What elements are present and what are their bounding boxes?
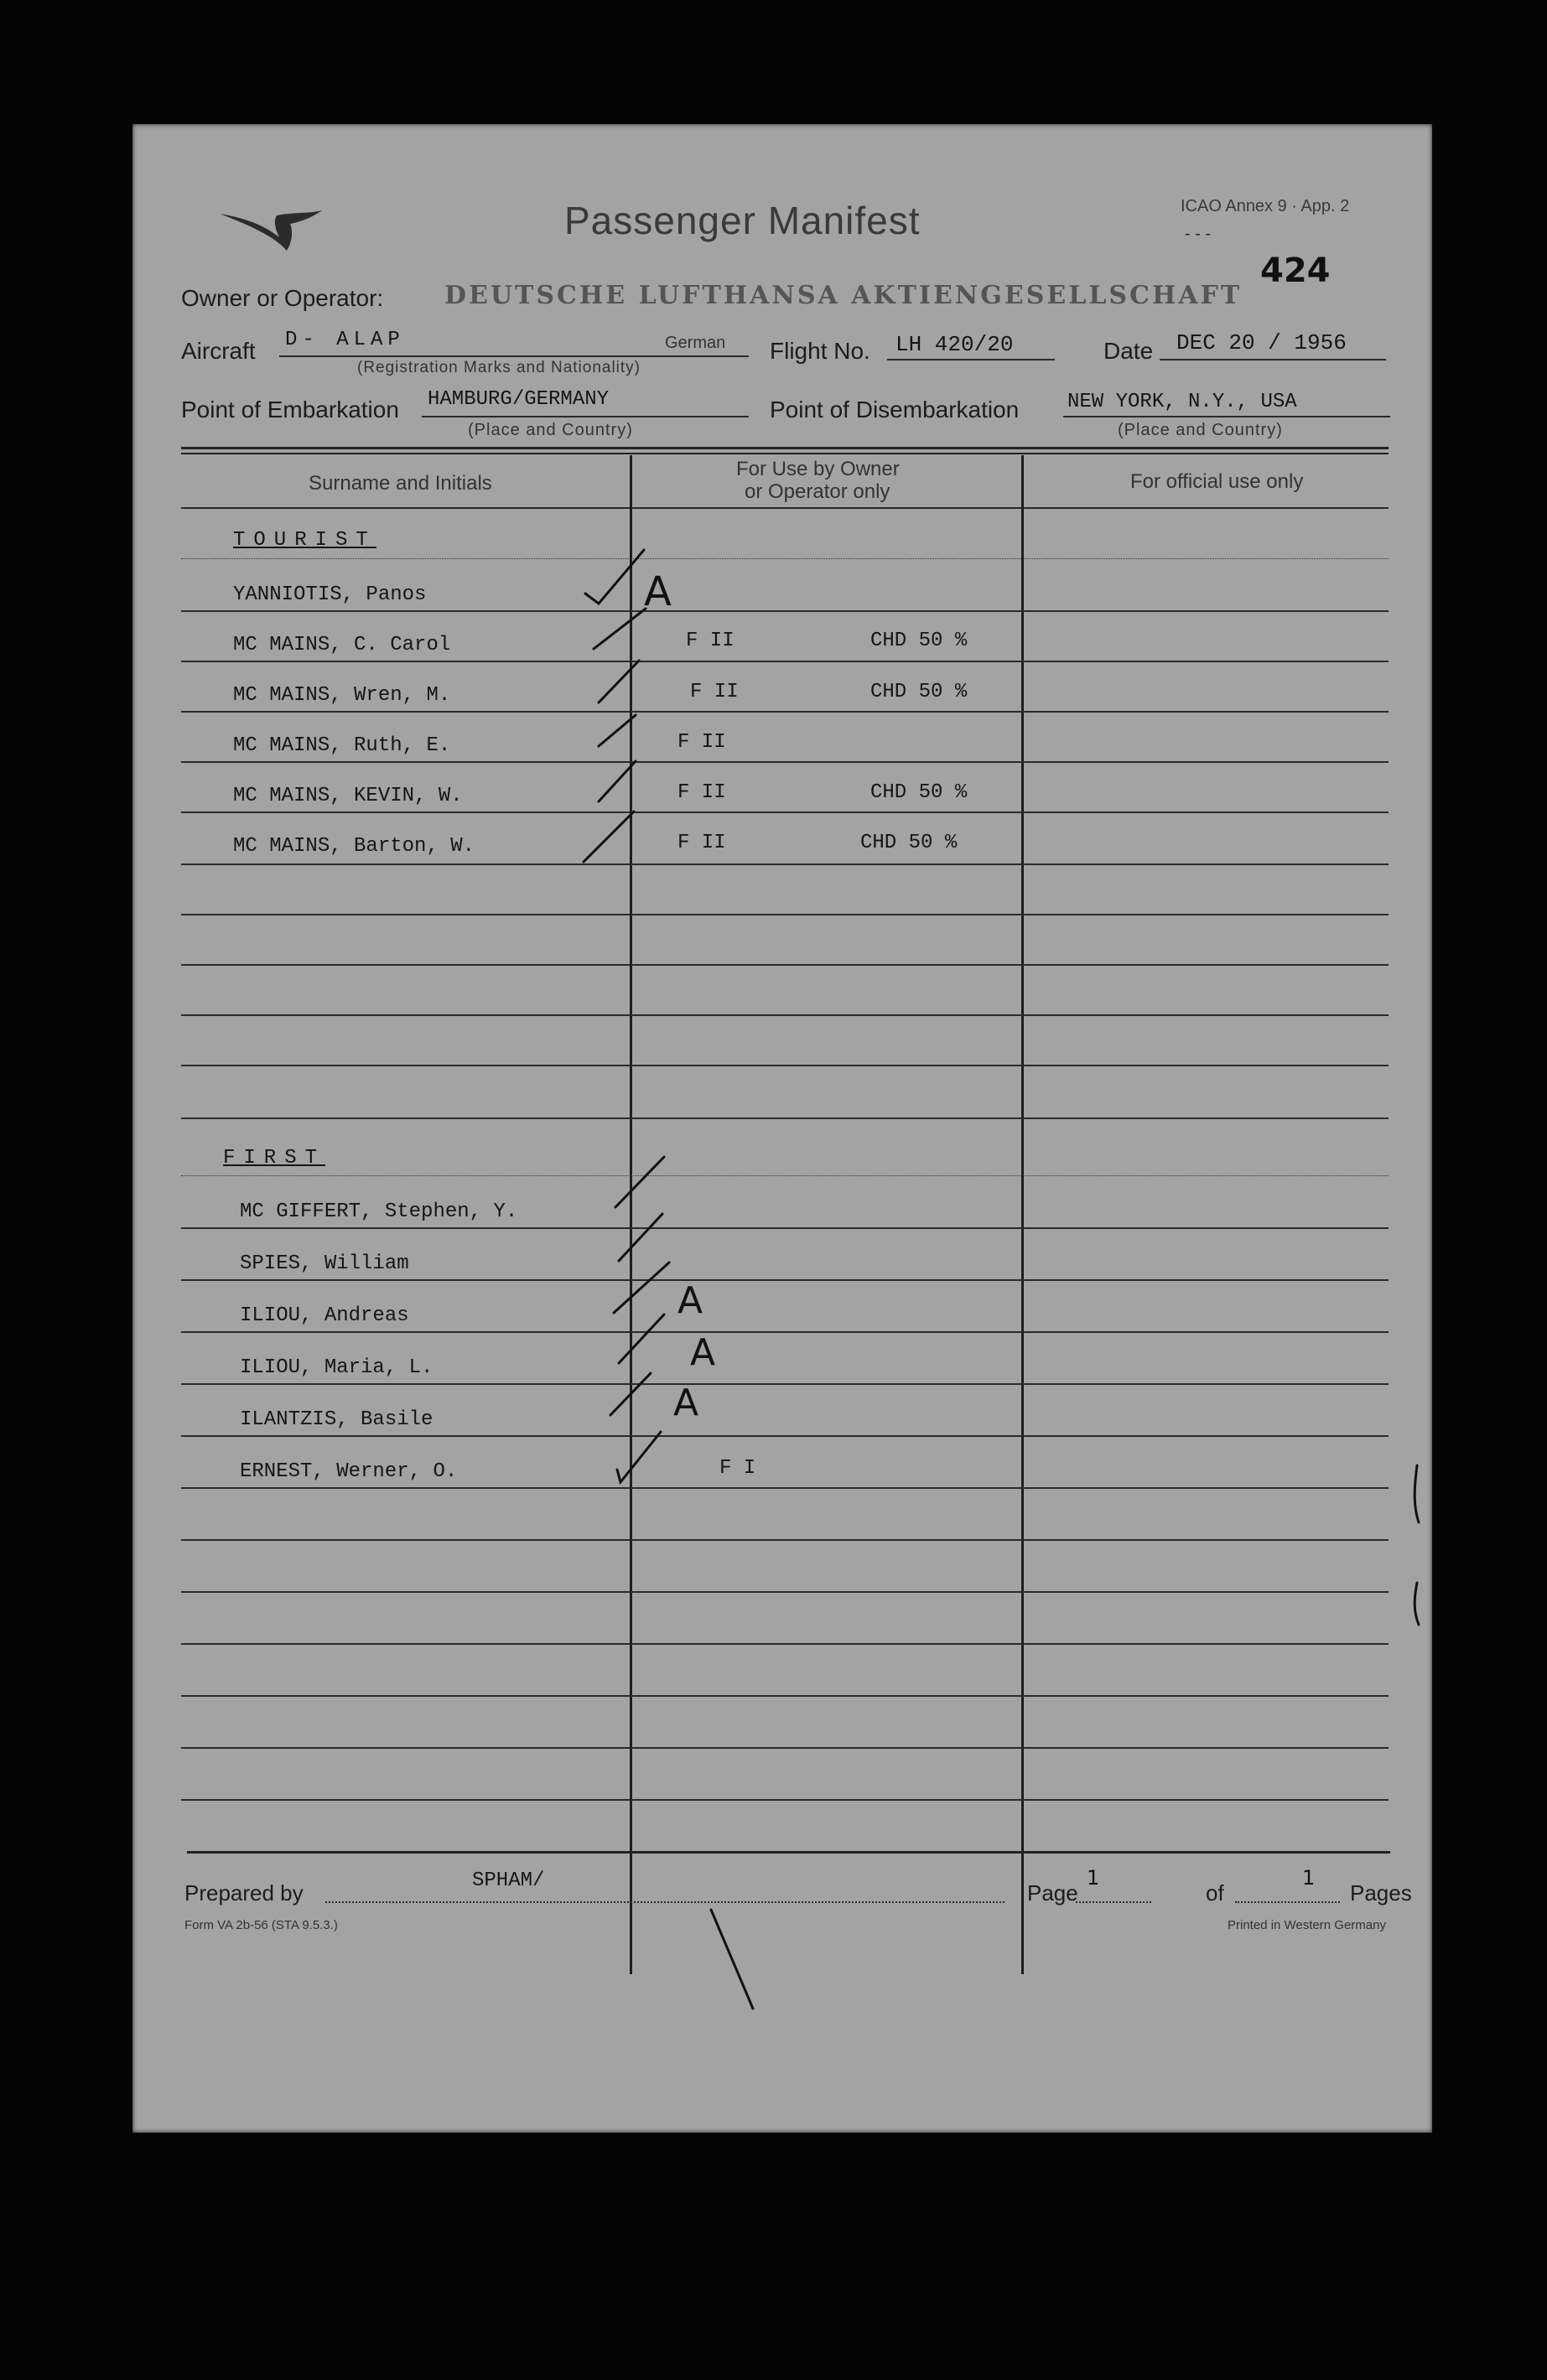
- passenger-name: MC MAINS, Ruth, E.: [233, 734, 451, 757]
- col-names-header: Surname and Initials: [309, 472, 492, 495]
- form-title: Passenger Manifest: [564, 199, 921, 242]
- passenger-name: ERNEST, Werner, O.: [240, 1460, 458, 1483]
- fare-class: F I: [719, 1457, 756, 1480]
- owner-label: Owner or Operator:: [181, 285, 384, 311]
- passenger-name: MC MAINS, Barton, W.: [233, 835, 475, 858]
- prepared-underline: [325, 1901, 1005, 1903]
- fare-note: CHD 50 %: [870, 781, 968, 804]
- embark-value: HAMBURG/GERMANY: [428, 388, 610, 411]
- of-value: 1: [1302, 1866, 1316, 1890]
- passenger-name: MC MAINS, Wren, M.: [233, 684, 451, 707]
- page-label: Page: [1027, 1880, 1078, 1906]
- handwritten-mark: A: [677, 1279, 703, 1322]
- icao-annex: ICAO Annex 9 · App. 2: [1181, 197, 1350, 215]
- passenger-name: YANNIOTIS, Panos: [233, 583, 427, 606]
- embark-label: Point of Embarkation: [181, 397, 399, 423]
- date-value: DEC 20 / 1956: [1176, 330, 1347, 355]
- flight-value: LH 420/20: [895, 332, 1014, 357]
- section-tourist: TOURIST: [233, 529, 376, 552]
- disembark-caption: (Place and Country): [1118, 421, 1283, 439]
- aircraft-label: Aircraft: [181, 338, 256, 364]
- embark-caption: (Place and Country): [468, 421, 633, 439]
- manifest-paper: [132, 124, 1432, 2133]
- fare-class: F II: [677, 781, 726, 804]
- handwritten-mark: A: [673, 1382, 699, 1424]
- passenger-name: MC GIFFERT, Stephen, Y.: [240, 1200, 518, 1223]
- flight-label: Flight No.: [770, 338, 870, 364]
- col-official-header: For official use only: [1130, 470, 1304, 493]
- form-id: Form VA 2b-56 (STA 9.5.3.): [184, 1918, 338, 1932]
- passenger-name: MC MAINS, C. Carol: [233, 634, 451, 656]
- of-underline: [1235, 1901, 1340, 1903]
- handwritten-mark: A: [690, 1331, 716, 1374]
- aircraft-nationality: German: [665, 334, 726, 352]
- passenger-name: ILIOU, Maria, L.: [240, 1356, 433, 1379]
- prepared-label: Prepared by: [184, 1880, 304, 1906]
- fare-note: CHD 50 %: [860, 832, 958, 854]
- of-label: of: [1206, 1880, 1224, 1906]
- dash-mark: - - -: [1185, 225, 1212, 243]
- date-label: Date: [1103, 338, 1154, 364]
- passenger-name: ILIOU, Andreas: [240, 1304, 409, 1327]
- handwritten-check-marks: [132, 124, 1432, 2133]
- fare-class: F II: [690, 681, 739, 703]
- aircraft-value: D- ALAP: [285, 329, 405, 351]
- owner-value: DEUTSCHE LUFTHANSA AKTIENGESELLSCHAFT: [444, 281, 1243, 310]
- page-underline: [1076, 1901, 1151, 1903]
- col-owner-header-1: For Use by Owner: [736, 458, 900, 480]
- pages-label: Pages: [1350, 1880, 1412, 1906]
- aircraft-caption: (Registration Marks and Nationality): [357, 359, 641, 376]
- passenger-name: SPIES, William: [240, 1252, 409, 1275]
- passenger-name: ILANTZIS, Basile: [240, 1408, 433, 1431]
- printed-note: Printed in Western Germany: [1228, 1918, 1386, 1932]
- stamp-number: 424: [1260, 251, 1331, 290]
- fare-class: F II: [677, 731, 726, 754]
- disembark-label: Point of Disembarkation: [770, 397, 1020, 423]
- fare-note: CHD 50 %: [870, 681, 968, 703]
- fare-class: F II: [677, 832, 726, 854]
- disembark-value: NEW YORK, N.Y., USA: [1067, 391, 1297, 413]
- section-first: FIRST: [223, 1147, 326, 1169]
- passenger-name: MC MAINS, KEVIN, W.: [233, 785, 463, 807]
- handwritten-mark: A: [644, 568, 672, 615]
- page-value: 1: [1087, 1866, 1100, 1890]
- fare-class: F II: [686, 630, 735, 652]
- col-owner-header-2: or Operator only: [745, 480, 890, 503]
- prepared-value: SPHAM/: [472, 1869, 545, 1892]
- fare-note: CHD 50 %: [870, 630, 968, 652]
